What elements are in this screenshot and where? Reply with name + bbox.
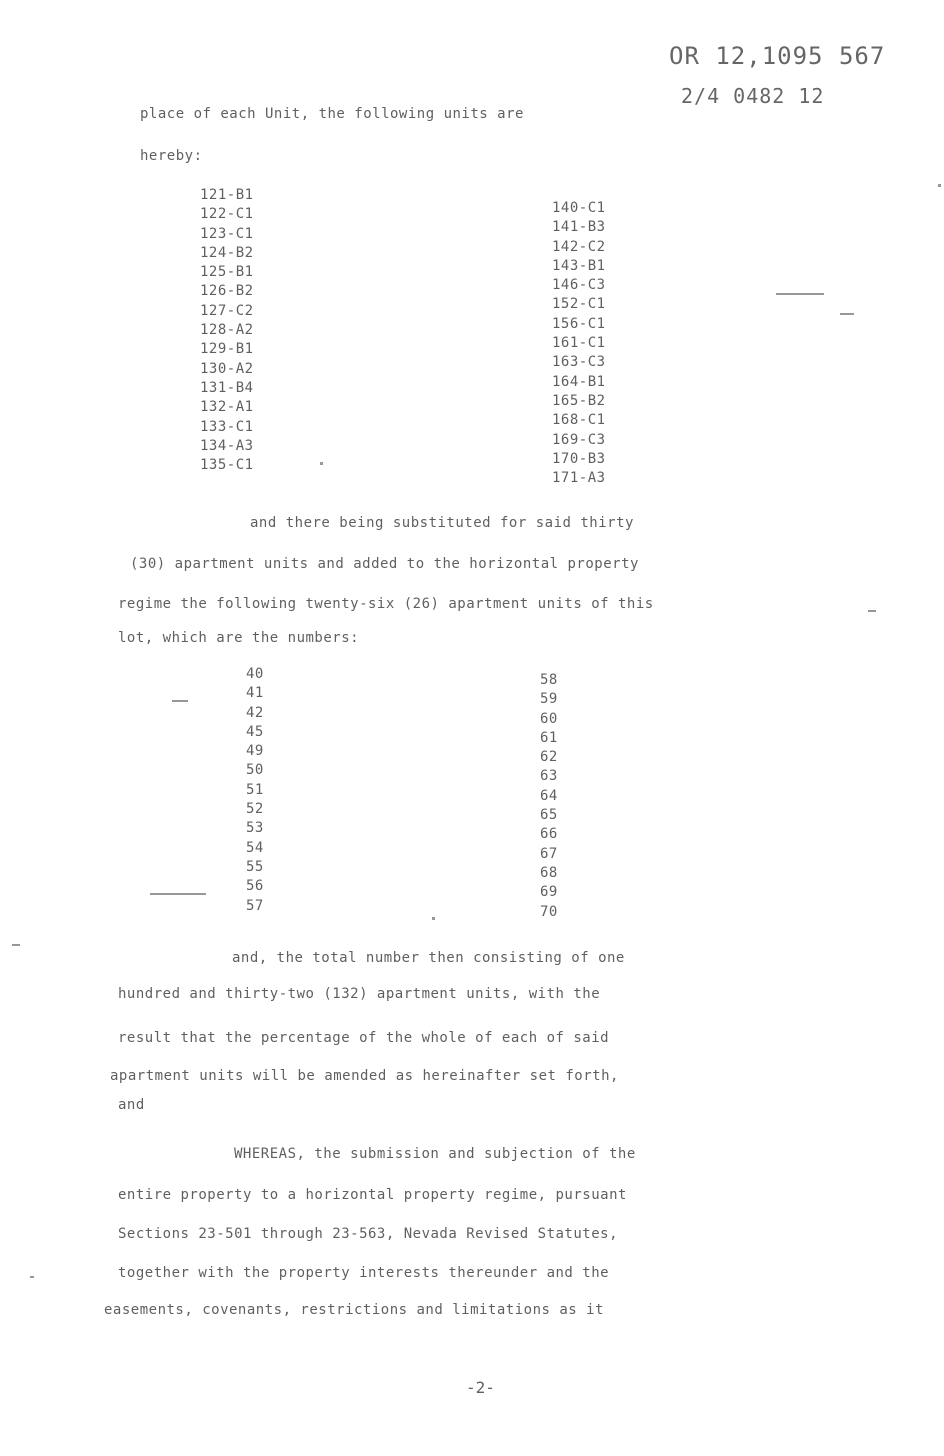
scan-speck (320, 462, 323, 465)
withdrawn-unit: 132-A1 (200, 399, 254, 416)
withdrawn-unit: 126-B2 (200, 283, 254, 300)
added-unit: 59 (540, 691, 558, 708)
added-unit: 64 (540, 787, 558, 804)
added-unit: 66 (540, 826, 558, 843)
intro-line-2: hereby: (140, 148, 203, 164)
scan-speck (868, 610, 876, 612)
added-unit: 51 (246, 781, 264, 798)
withdrawn-unit: 140-C1 (552, 200, 606, 216)
added-unit: 57 (246, 897, 264, 914)
closing-paragraph-line-4: apartment units will be amended as hereinafter set forth, (110, 1068, 619, 1084)
withdrawn-unit: 131-B4 (200, 379, 254, 396)
closing-paragraph-line-1: and, the total number then consisting of one (232, 950, 625, 966)
added-unit: 54 (246, 839, 264, 856)
added-unit: 50 (246, 762, 264, 779)
added-unit: 58 (540, 672, 558, 688)
whereas-paragraph-line-1: WHEREAS, the submission and subjection of the (234, 1146, 636, 1162)
added-unit: 61 (540, 729, 558, 746)
withdrawn-unit: 142-C2 (552, 238, 606, 255)
withdrawn-unit: 122-C1 (200, 206, 254, 223)
withdrawn-unit: 127-C2 (200, 302, 254, 319)
scan-speck (172, 700, 188, 702)
scan-speck (12, 944, 20, 946)
withdrawn-unit: 171-A3 (552, 470, 606, 487)
added-unit: 52 (246, 801, 264, 818)
second-list-left-column (246, 665, 264, 916)
middle-paragraph-line-4: lot, which are the numbers: (118, 630, 360, 646)
scan-speck (776, 293, 824, 295)
page-mark: 2/4 0482 12 (681, 84, 825, 108)
scan-speck (150, 893, 206, 895)
added-unit: 41 (246, 685, 264, 702)
withdrawn-unit: 125-B1 (200, 264, 254, 281)
added-unit: 55 (246, 858, 264, 875)
first-list-left-column (200, 186, 254, 475)
withdrawn-unit: 152-C1 (552, 296, 606, 313)
withdrawn-unit: 161-C1 (552, 335, 606, 352)
withdrawn-unit: 134-A3 (200, 437, 254, 454)
withdrawn-unit: 156-C1 (552, 315, 606, 332)
withdrawn-unit: 169-C3 (552, 431, 606, 448)
withdrawn-unit: 168-C1 (552, 412, 606, 429)
added-unit: 69 (540, 884, 558, 901)
scan-speck (432, 917, 435, 920)
closing-paragraph-line-3: result that the percentage of the whole of each of said (118, 1030, 610, 1046)
withdrawn-unit: 141-B3 (552, 219, 606, 236)
withdrawn-unit: 128-A2 (200, 322, 254, 339)
withdrawn-unit: 129-B1 (200, 341, 254, 358)
added-unit: 65 (540, 807, 558, 824)
scan-speck (30, 1276, 34, 1278)
withdrawn-unit: 163-C3 (552, 354, 606, 371)
whereas-paragraph-line-4: together with the property interests thereunder and the (118, 1265, 610, 1281)
added-unit: 42 (246, 704, 264, 721)
closing-paragraph-line-5: and (118, 1097, 145, 1113)
added-unit: 56 (246, 878, 264, 895)
scan-speck (840, 313, 854, 315)
added-unit: 40 (246, 666, 264, 682)
book-page-stamp: OR 12,1095 567 (669, 42, 886, 70)
middle-paragraph-line-3: regime the following twenty-six (26) apartment units of this (118, 596, 654, 612)
withdrawn-unit: 133-C1 (200, 418, 254, 435)
intro-line-1: place of each Unit, the following units are (140, 106, 524, 122)
added-unit: 70 (540, 903, 558, 920)
withdrawn-unit: 121-B1 (200, 187, 254, 203)
withdrawn-unit: 123-C1 (200, 225, 254, 242)
added-unit: 63 (540, 768, 558, 785)
whereas-paragraph-line-2: entire property to a horizontal property regime, pursuant (118, 1187, 627, 1203)
withdrawn-unit: 165-B2 (552, 392, 606, 409)
withdrawn-unit: 130-A2 (200, 360, 254, 377)
added-unit: 68 (540, 864, 558, 881)
withdrawn-unit: 135-C1 (200, 457, 254, 474)
middle-paragraph-line-2: (30) apartment units and added to the horizontal property (130, 556, 639, 572)
added-unit: 62 (540, 749, 558, 766)
first-list-right-column (552, 199, 606, 488)
second-list-right-column (540, 671, 558, 922)
whereas-paragraph-line-5: easements, covenants, restrictions and limitations as it (104, 1302, 605, 1318)
withdrawn-unit: 124-B2 (200, 244, 254, 261)
withdrawn-unit: 143-B1 (552, 257, 606, 274)
middle-paragraph-line-1: and there being substituted for said thirty (250, 515, 634, 531)
whereas-paragraph-line-3: Sections 23-501 through 23-563, Nevada Revised Statutes, (118, 1226, 619, 1242)
added-unit: 45 (246, 723, 264, 740)
withdrawn-unit: 164-B1 (552, 373, 606, 390)
withdrawn-unit: 170-B3 (552, 450, 606, 467)
closing-paragraph-line-2: hundred and thirty-two (132) apartment units, with the (118, 986, 601, 1002)
added-unit: 67 (540, 845, 558, 862)
withdrawn-unit: 146-C3 (552, 277, 606, 294)
scan-speck (938, 184, 941, 187)
added-unit: 53 (246, 820, 264, 837)
added-unit: 60 (540, 710, 558, 727)
page-number: -2- (466, 1378, 495, 1397)
added-unit: 49 (246, 743, 264, 760)
